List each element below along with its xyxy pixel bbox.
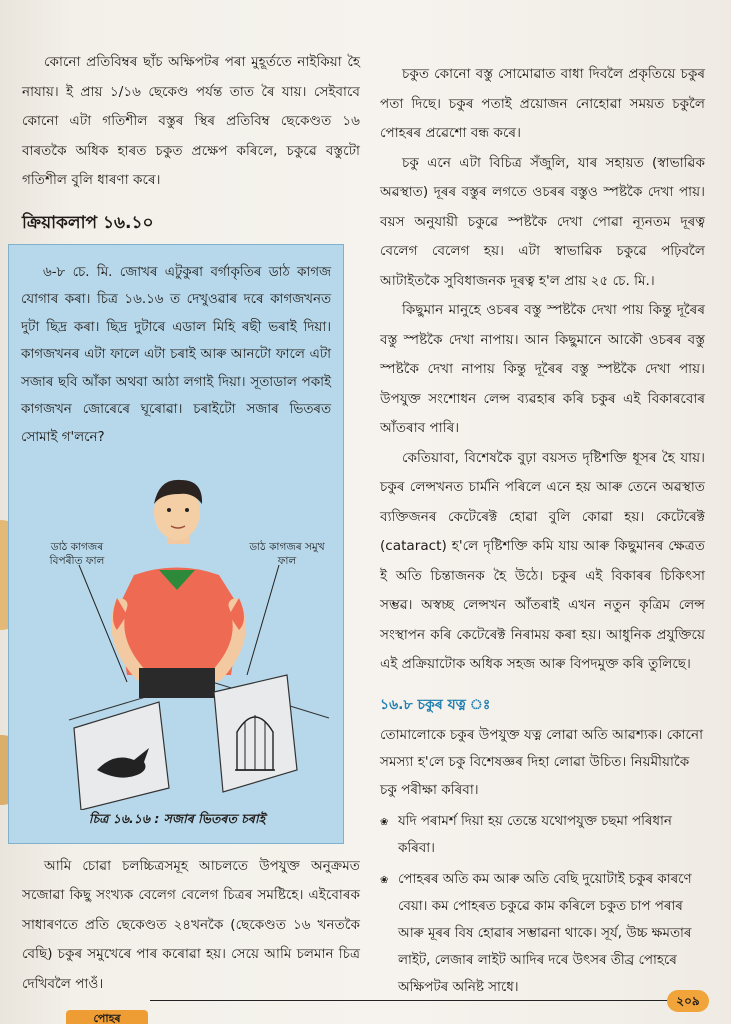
man-eye-right [185, 508, 189, 512]
chapter-tab: পোহৰ [66, 1010, 148, 1024]
bullet-flower-icon: ❀ [380, 817, 389, 828]
footer-divider [150, 1000, 670, 1001]
bullet-flower-icon: ❀ [380, 875, 389, 886]
section-title-eye-care: ১৬.৮ চকুৰ যত্ন ঃ [380, 696, 491, 713]
bullet-item-2 [380, 866, 705, 1001]
left-paragraph-1: কোনো প্ৰতিবিম্বৰ ছাঁচ অক্ষিপটৰ পৰা মুহূৰ্ততে নাইকিয়া হৈ নাযায়। ই প্ৰায় ১/১৬ ছেকেণ্ড পৰ্যন্ত তাত ৰৈ যায়। সেইবাবে কোনো এটা গতিশীল বস্তুৰ স্থিৰ প্ৰতিবিম্ব ছেকেণ্ডত ১৬ বাৰতকৈ অধিক হাৰত চকুত প্ৰক্ষেপ কৰিলে, চকুৱে বস্তুটো গতিশীল বুলি ধাৰণা কৰে। [22, 54, 360, 188]
label-card-back: ডাঠ কাগজৰ বিপৰীত ফাল [49, 540, 105, 567]
right-paragraph-2: চকু এনে এটা বিচিত্ৰ সঁজুলি, যাৰ সহায়ত (স্বাভাৱিক অৱস্থাত) দূৰৰ বস্তুৰ লগতে ওচৰৰ বস্তুও স্পষ্টকৈ দেখা পায়। বয়স অনুযায়ী চকুৱে স্পষ্টকৈ দেখা পোৱা ন্যূনতম দূৰত্ব বেলেগ বেলেগ হয়। এটা স্বাভাৱিক চকুৱে পঢ়িবলৈ আটাইতকৈ সুবিধাজনক দূৰত্ব হ'ল প্ৰায় ২৫ চে. মি.। [380, 154, 705, 289]
right-paragraph-4: কেতিয়াবা, বিশেষকৈ বুঢ়া বয়সত দৃষ্টিশক্তি ধূসৰ হৈ যায়। চকুৰ লেন্সখনত চাৰ্মনি পৰিলে এনে হয় আৰু তেনে অৱস্থাত ব্যক্তিজনৰ কেটেৰেক্ট হোৱা বুলি কোৱা হয়। কেটেৰেক্ট (cataract) হ'লে দৃষ্টিশক্তি কমি যায় আৰু কিছুমানৰ ক্ষেত্ৰত ই অতি চিন্তাজনক হৈ উঠে। চকুৰ এই বিকাৰৰ চিকিৎসা সম্ভৱ। অস্বচ্ছ লেন্সখন আঁতৰাই এখন নতুন কৃত্ৰিম লেন্স সংস্থাপন কৰি কেটেৰেক্ট নিৰাময় কৰা হয়। আধুনিক প্ৰযুক্তিয়ে এই প্ৰক্ৰিয়াটোক অধিক সহজ আৰু বিপদমুক্ত কৰি তুলিছে। [380, 449, 705, 672]
left-paragraph-2: আমি চোৱা চলচ্চিত্ৰসমূহ আচলতে উপযুক্ত অনুক্ৰমত সজোৱা কিছু সংখ্যক বেলেগ বেলেগ চিত্ৰৰ সমষ্টিহে। এইবোৰক সাধাৰণতে প্ৰতি ছেকেণ্ডত ২৪খনকৈ (ছেকেণ্ডত ১৬ খনতকৈ বেছি) চকুৰ সমুখেৰে পাৰ কৰোৱা হয়। সেয়ে আমি চলমান চিত্ৰ দেখিবলৈ পাওঁ। [22, 857, 360, 992]
left-column [22, 48, 360, 999]
section-intro: তোমালোকে চকুৰ উপযুক্ত যত্ন লোৱা অতি আৱশ্যক। কোনো সমস্যা হ'লে চকু বিশেষজ্ঞৰ দিহা লোৱা উচিত। নিয়মীয়াকৈ চকু পৰীক্ষা কৰিবা। [380, 726, 704, 798]
page-number: ২০৯ [667, 990, 709, 1012]
card-back-face [74, 702, 169, 810]
activity-title: ক্ৰিয়াকলাপ ১৬.১০ [22, 212, 154, 233]
bullet-text-1: যদি পৰামৰ্শ দিয়া হয় তেন্তে যথোপযুক্ত চছমা পৰিধান কৰিবা। [398, 814, 672, 856]
right-paragraph-1: চকুত কোনো বস্তু সোমোৱাত বাধা দিবলৈ প্ৰকৃতিয়ে চকুৰ পতা দিছে। চকুৰ পতাই প্ৰয়োজন নোহোৱা সময়ত চকুলৈ পোহৰৰ প্ৰৱেশো বন্ধ কৰে। [380, 66, 705, 141]
man-eye-left [167, 508, 171, 512]
pointer-line-right [247, 565, 279, 675]
activity-box [8, 244, 344, 844]
figure-illustration [9, 470, 345, 810]
bullet-item-1 [380, 808, 705, 862]
figure-caption: চিত্ৰ ১৬.১৬ : সজাৰ ভিতৰত চৰাই [88, 810, 266, 826]
activity-text: ৬-৮ চে. মি. জোখৰ এটুকুৰা বৰ্গাকৃতিৰ ডাঠ কাগজ যোগাৰ কৰা। চিত্ৰ ১৬.১৬ ত দেখুওৱাৰ দৰে কাগজখনত দুটা ছিদ্ৰ কৰা। ছিদ্ৰ দুটাৰে এডাল মিহি ৰছী ভৰাই দিয়া। কাগজখনৰ এটা ফালে এটা চৰাই আৰু আনটো ফালে এটা সজাৰ ছবি আঁকা অথবা আঠা লগাই দিয়া। সূতাডাল পকাই কাগজখন জোৰেৰে ঘূৰোৱা। চৰাইটো সজাৰ ভিতৰত সোমাই গ'লনে? [21, 264, 331, 445]
label-card-front: ডাঠ কাগজৰ সমুখ ফাল [249, 540, 325, 567]
right-column [380, 60, 705, 1001]
man-trousers [139, 668, 215, 698]
right-paragraph-3: কিছুমান মানুহে ওচৰৰ বস্তু স্পষ্টকৈ দেখা পায় কিন্তু দূৰৈৰ বস্তু স্পষ্টকৈ দেখা নাপায়। আন কিছুমানে আকৌ ওচৰৰ বস্তু স্পষ্টকৈ দেখা নাপায় কিন্তু দূৰৈৰ বস্তু স্পষ্টকৈ দেখা পায়। উপযুক্ত সংশোধন লেন্স ব্যৱহাৰ কৰি চকুৰ এই বিকাৰবোৰ আঁতৰাব পাৰি। [380, 302, 705, 436]
figure-bird-in-cage [9, 470, 345, 810]
bullet-text-2: পোহৰৰ অতি কম আৰু অতি বেছি দুয়োটাই চকুৰ কাৰণে বেয়া। কম পোহৰত চকুৱে কাম কৰিলে চকুত চাপ পৰাৰ আৰু মূৰৰ বিষ হোৱাৰ সম্ভাৱনা থাকে। সূৰ্য, উচ্চ ক্ষমতাৰ লাইট, লেজাৰ লাইট আদিৰ দৰে উৎসৰ তীব্ৰ পোহৰে অক্ষিপটৰ অনিষ্ট সাধে। [398, 872, 692, 995]
